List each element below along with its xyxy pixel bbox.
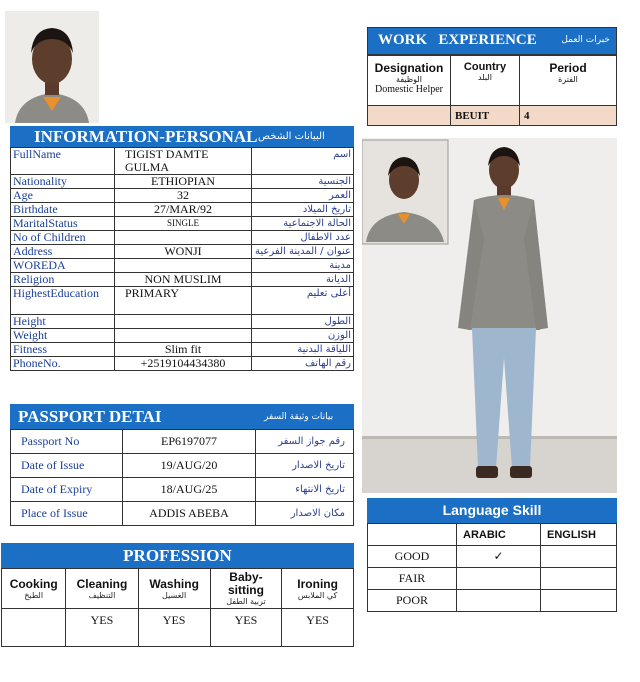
passport-row bbox=[11, 478, 354, 502]
personal-label-ar: اللياقة البدنية bbox=[252, 343, 354, 357]
portrait-photo bbox=[5, 11, 99, 123]
personal-label: No of Children bbox=[11, 231, 115, 245]
designation-header: Designation bbox=[374, 61, 444, 75]
profession-value: YES bbox=[66, 609, 138, 647]
passport-label-ar: تاريخ الانتهاء bbox=[256, 478, 354, 502]
personal-info-section bbox=[10, 126, 354, 371]
personal-row bbox=[11, 231, 354, 245]
personal-value: SINGLE bbox=[115, 217, 252, 231]
personal-label: MaritalStatus bbox=[11, 217, 115, 231]
personal-label-ar: عنوان / المدينة الفرعية bbox=[252, 245, 354, 259]
profession-name: Cooking bbox=[9, 576, 58, 591]
personal-row bbox=[11, 273, 354, 287]
personal-row bbox=[11, 217, 354, 231]
personal-label-ar: الطول bbox=[252, 315, 354, 329]
personal-label-ar: عدد الاطفال bbox=[252, 231, 354, 245]
personal-info-table bbox=[10, 147, 354, 371]
personal-label: Fitness bbox=[11, 343, 115, 357]
personal-info-title-ar: البيانات الشخص bbox=[258, 131, 325, 142]
passport-title: PASSPORT DETAI bbox=[18, 407, 162, 426]
personal-row bbox=[11, 259, 354, 273]
personal-label-ar: الحالة الاجتماعية bbox=[252, 217, 354, 231]
language-skill-section bbox=[367, 498, 617, 612]
arabic-column-header: ARABIC bbox=[457, 524, 541, 546]
personal-row bbox=[11, 343, 354, 357]
personal-row bbox=[11, 203, 354, 217]
work-country-value: BEUIT bbox=[451, 106, 520, 126]
personal-label: Address bbox=[11, 245, 115, 259]
personal-row bbox=[11, 148, 354, 175]
profession-title: PROFESSION bbox=[123, 546, 232, 565]
english-skill-mark bbox=[541, 568, 617, 590]
profession-name-ar: التنظيف bbox=[88, 590, 116, 600]
personal-value: WONJI bbox=[115, 245, 252, 259]
personal-label-ar: اسم bbox=[252, 148, 354, 175]
country-header-ar: البلد bbox=[478, 73, 492, 82]
passport-label-ar: رقم جواز السفر bbox=[256, 430, 354, 454]
personal-label-ar: الوزن bbox=[252, 329, 354, 343]
personal-label: Birthdate bbox=[11, 203, 115, 217]
profession-name: Ironing bbox=[297, 576, 338, 591]
profession-name-ar: الطبخ bbox=[24, 590, 44, 600]
language-level: FAIR bbox=[368, 568, 457, 590]
personal-value: PRIMARY bbox=[115, 287, 252, 315]
passport-label-ar: تاريخ الاصدار bbox=[256, 454, 354, 478]
personal-value: NON MUSLIM bbox=[115, 273, 252, 287]
personal-label-ar: الديانة bbox=[252, 273, 354, 287]
passport-label: Date of Expiry bbox=[11, 478, 123, 502]
full-body-photo bbox=[362, 138, 617, 493]
language-level: POOR bbox=[368, 590, 457, 612]
personal-value: ETHIOPIAN bbox=[115, 175, 252, 189]
personal-value: 32 bbox=[115, 189, 252, 203]
english-column-header: ENGLISH bbox=[541, 524, 617, 546]
personal-row bbox=[11, 329, 354, 343]
passport-header bbox=[10, 404, 354, 429]
passport-value: 18/AUG/25 bbox=[123, 478, 256, 502]
profession-name-ar: كي الملابس bbox=[297, 590, 338, 600]
profession-header bbox=[1, 543, 354, 568]
designation-header-ar: الوظيفة bbox=[396, 75, 422, 84]
personal-value: TIGIST DAMTE GULMA bbox=[115, 148, 252, 175]
profession-column-header bbox=[210, 569, 282, 609]
language-skill-header bbox=[367, 498, 617, 523]
passport-label-ar: مكان الاصدار bbox=[256, 502, 354, 526]
designation-value: Domestic Helper bbox=[374, 84, 444, 95]
personal-label: WOREDA bbox=[11, 259, 115, 273]
english-skill-mark bbox=[541, 590, 617, 612]
personal-row bbox=[11, 189, 354, 203]
arabic-skill-mark: ✓ bbox=[457, 546, 541, 568]
personal-value bbox=[115, 231, 252, 245]
personal-label: Nationality bbox=[11, 175, 115, 189]
profession-column-header bbox=[66, 569, 138, 609]
work-experience-title-ar: خبرات العمل bbox=[561, 35, 610, 45]
personal-label: Age bbox=[11, 189, 115, 203]
personal-label: HighestEducation bbox=[11, 287, 115, 315]
work-experience-section bbox=[367, 27, 617, 126]
language-skill-title: Language Skill bbox=[442, 502, 542, 518]
work-experience-header bbox=[367, 27, 617, 55]
profession-column-header bbox=[282, 569, 354, 609]
profession-name: Baby-sitting bbox=[227, 570, 264, 597]
country-header: Country bbox=[463, 61, 507, 73]
personal-value bbox=[115, 259, 252, 273]
passport-label: Passport No bbox=[11, 430, 123, 454]
language-level: GOOD bbox=[368, 546, 457, 568]
personal-value: +2519104434380 bbox=[115, 357, 252, 371]
passport-row bbox=[11, 430, 354, 454]
arabic-skill-mark bbox=[457, 568, 541, 590]
personal-label-ar: تاريخ الميلاد bbox=[252, 203, 354, 217]
profession-name-ar: الغسيل bbox=[162, 590, 187, 600]
arabic-skill-mark bbox=[457, 590, 541, 612]
language-row bbox=[368, 546, 617, 568]
profession-table bbox=[1, 568, 354, 647]
personal-label: PhoneNo. bbox=[11, 357, 115, 371]
english-skill-mark bbox=[541, 546, 617, 568]
personal-row bbox=[11, 315, 354, 329]
personal-row bbox=[11, 245, 354, 259]
passport-value: 19/AUG/20 bbox=[123, 454, 256, 478]
personal-value: 27/MAR/92 bbox=[115, 203, 252, 217]
profession-name: Cleaning bbox=[76, 576, 128, 591]
personal-row bbox=[11, 175, 354, 189]
personal-label: Weight bbox=[11, 329, 115, 343]
profession-name-ar: تربية الطفل bbox=[226, 597, 266, 606]
personal-label: Religion bbox=[11, 273, 115, 287]
personal-label: FullName bbox=[11, 148, 115, 175]
profession-column-header bbox=[2, 569, 66, 609]
personal-label: Height bbox=[11, 315, 115, 329]
passport-section bbox=[10, 404, 354, 526]
profession-value: YES bbox=[210, 609, 282, 647]
period-header: Period bbox=[549, 61, 587, 75]
passport-table bbox=[10, 429, 354, 526]
personal-label-ar: مدينة bbox=[252, 259, 354, 273]
period-header-ar: الفترة bbox=[558, 75, 578, 84]
passport-row bbox=[11, 502, 354, 526]
profession-value bbox=[2, 609, 66, 647]
profession-name: Washing bbox=[149, 576, 199, 591]
personal-value: Slim fit bbox=[115, 343, 252, 357]
personal-value bbox=[115, 315, 252, 329]
work-experience-title: WORK EXPERIENCE bbox=[378, 32, 537, 48]
personal-label-ar: رقم الهاتف bbox=[252, 357, 354, 371]
passport-label: Date of Issue bbox=[11, 454, 123, 478]
personal-label-ar: الجنسية bbox=[252, 175, 354, 189]
language-skill-table bbox=[367, 523, 617, 612]
personal-info-header bbox=[10, 126, 354, 147]
passport-title-ar: بيانات وثيقة السفر bbox=[264, 412, 334, 422]
personal-label-ar: العمر bbox=[252, 189, 354, 203]
work-experience-table bbox=[367, 55, 617, 126]
passport-row bbox=[11, 454, 354, 478]
profession-value: YES bbox=[138, 609, 210, 647]
profession-section bbox=[1, 543, 354, 647]
passport-value: ADDIS ABEBA bbox=[123, 502, 256, 526]
work-period-value: 4 bbox=[520, 106, 617, 126]
personal-info-title: INFORMATION-PERSONAL bbox=[34, 127, 258, 146]
personal-value bbox=[115, 329, 252, 343]
personal-label-ar: أعلى تعليم bbox=[252, 287, 354, 315]
profession-value: YES bbox=[282, 609, 354, 647]
profession-column-header bbox=[138, 569, 210, 609]
passport-value: EP6197077 bbox=[123, 430, 256, 454]
language-row bbox=[368, 590, 617, 612]
personal-row bbox=[11, 287, 354, 315]
passport-label: Place of Issue bbox=[11, 502, 123, 526]
personal-row bbox=[11, 357, 354, 371]
language-row bbox=[368, 568, 617, 590]
